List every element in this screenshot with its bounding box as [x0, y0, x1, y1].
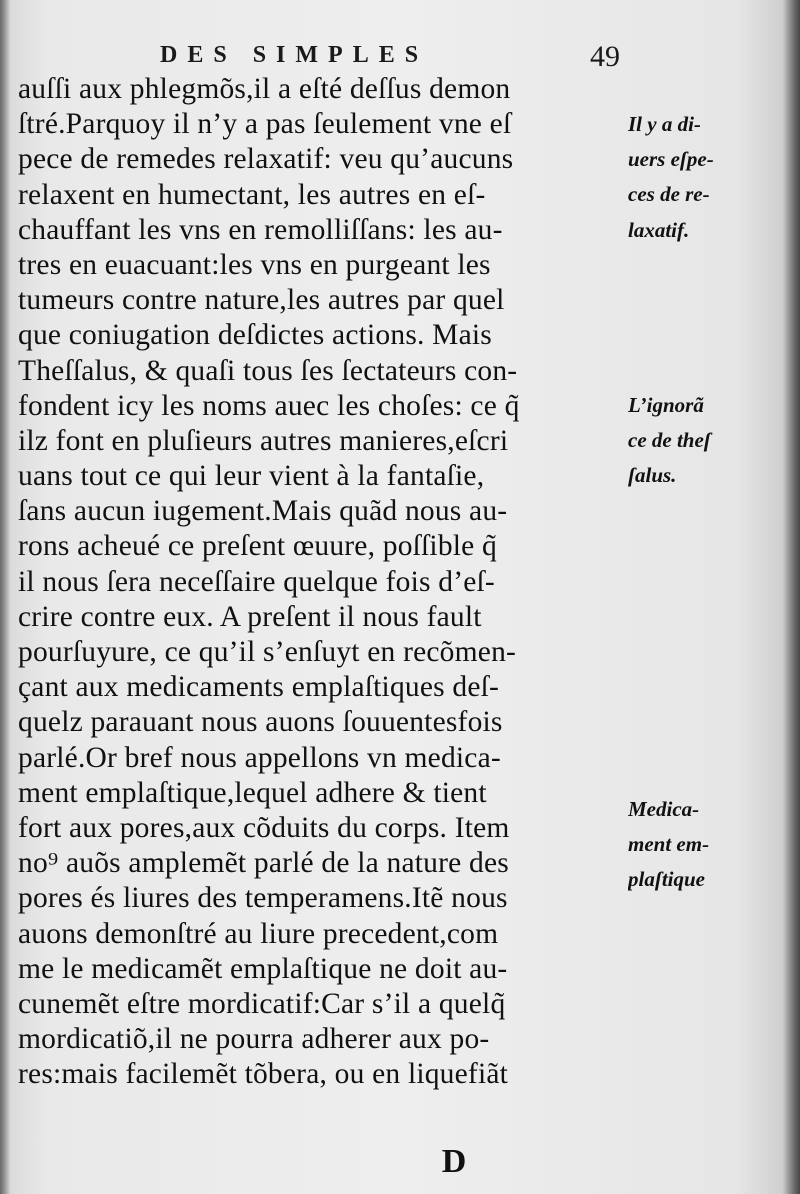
margin-note-line: ſalus. [628, 463, 677, 488]
page-number: 49 [590, 40, 620, 73]
text-line: fort aux pores,aux cõduits du corps. Item [18, 811, 510, 844]
page-header [160, 40, 620, 74]
running-title: DES SIMPLES [160, 42, 429, 68]
margin-note-line: ce de theſ [628, 428, 711, 453]
text-line: relaxent en humectant, les autres en eſ- [18, 178, 486, 211]
text-line: mordicatiõ,il ne pourra adherer aux po- [18, 1023, 490, 1056]
signature-mark: D [441, 1143, 467, 1180]
text-line: rons acheué ce preſent œuure, poſſible q̃ [18, 530, 497, 563]
text-line: ſtré.Parquoy il n’y a pas ſeulement vne eſ [18, 108, 512, 141]
margin-note-line: ces de re- [628, 182, 710, 207]
margin-note-line: uers eſpe- [628, 147, 714, 172]
text-line: uans tout ce qui leur vient à la fantaſie, [18, 460, 485, 493]
text-line: parlé.Or bref nous appellons vn medica- [18, 741, 501, 774]
margin-note-emplastique [628, 792, 788, 898]
text-line: cunemẽt eſtre mordicatif:Car s’il a quelq̃ [18, 987, 506, 1020]
margin-note-line: plaſtique [628, 867, 705, 892]
text-line: auons demonſtré au liure precedent,com [18, 917, 499, 950]
text-line: Theſſalus, & quaſi tous ſes ſectateurs con- [18, 354, 518, 387]
text-line: tres en euacuant:les vns en purgeant les [18, 248, 491, 281]
margin-note-line: Medica- [628, 797, 700, 821]
main-text-block [18, 72, 620, 1092]
text-line: tumeurs contre nature,les autres par quel [18, 284, 505, 317]
margin-note-line: Il y a di- [628, 112, 701, 136]
text-line: pece de remedes relaxatif: veu qu’aucuns [18, 143, 514, 176]
text-line: ilz font en pluſieurs autres manieres,eſcri [18, 424, 509, 457]
text-line: ment emplaſtique,lequel adhere & tient [18, 776, 487, 809]
margin-note-line: laxatif. [628, 217, 690, 242]
text-line: auſſi aux phlegmõs,il a eſté deſſus demon [18, 73, 511, 105]
text-line: no⁹ auõs amplemẽt parlé de la nature des [18, 847, 509, 880]
text-line: fondent icy les noms auec les choſes: ce q̃ [18, 389, 520, 422]
margin-note-relaxatif [628, 107, 788, 248]
text-line: ſans aucun iugement.Mais quãd nous au- [18, 495, 508, 528]
text-line: çant aux medicaments emplaſtiques deſ- [18, 671, 500, 704]
margin-note-thessalus [628, 388, 788, 494]
text-line: chauffant les vns en remolliſſans: les au- [18, 213, 503, 246]
margin-note-line: ment em- [628, 832, 710, 857]
text-line: il nous ſera neceſſaire quelque fois d’eſ- [18, 565, 495, 598]
text-line: res:mais facilemẽt tõbera, ou en liquefiãt [18, 1058, 509, 1091]
text-line: crire contre eux. A preſent il nous fault [18, 600, 482, 633]
page-gutter-shadow [0, 0, 10, 1194]
text-line: me le medicamẽt emplaſtique ne doit au- [18, 952, 508, 985]
text-line: quelz parauant nous auons ſouuentesfois [18, 706, 503, 739]
text-line: pores és liures des temperamens.Itẽ nous [18, 882, 508, 915]
margin-note-line: L’ignorã [628, 393, 704, 417]
text-line: pourſuyure, ce qu’il s’enſuyt en recõmen- [18, 636, 517, 668]
text-line: que coniugation deſdictes actions. Mais [18, 319, 492, 352]
